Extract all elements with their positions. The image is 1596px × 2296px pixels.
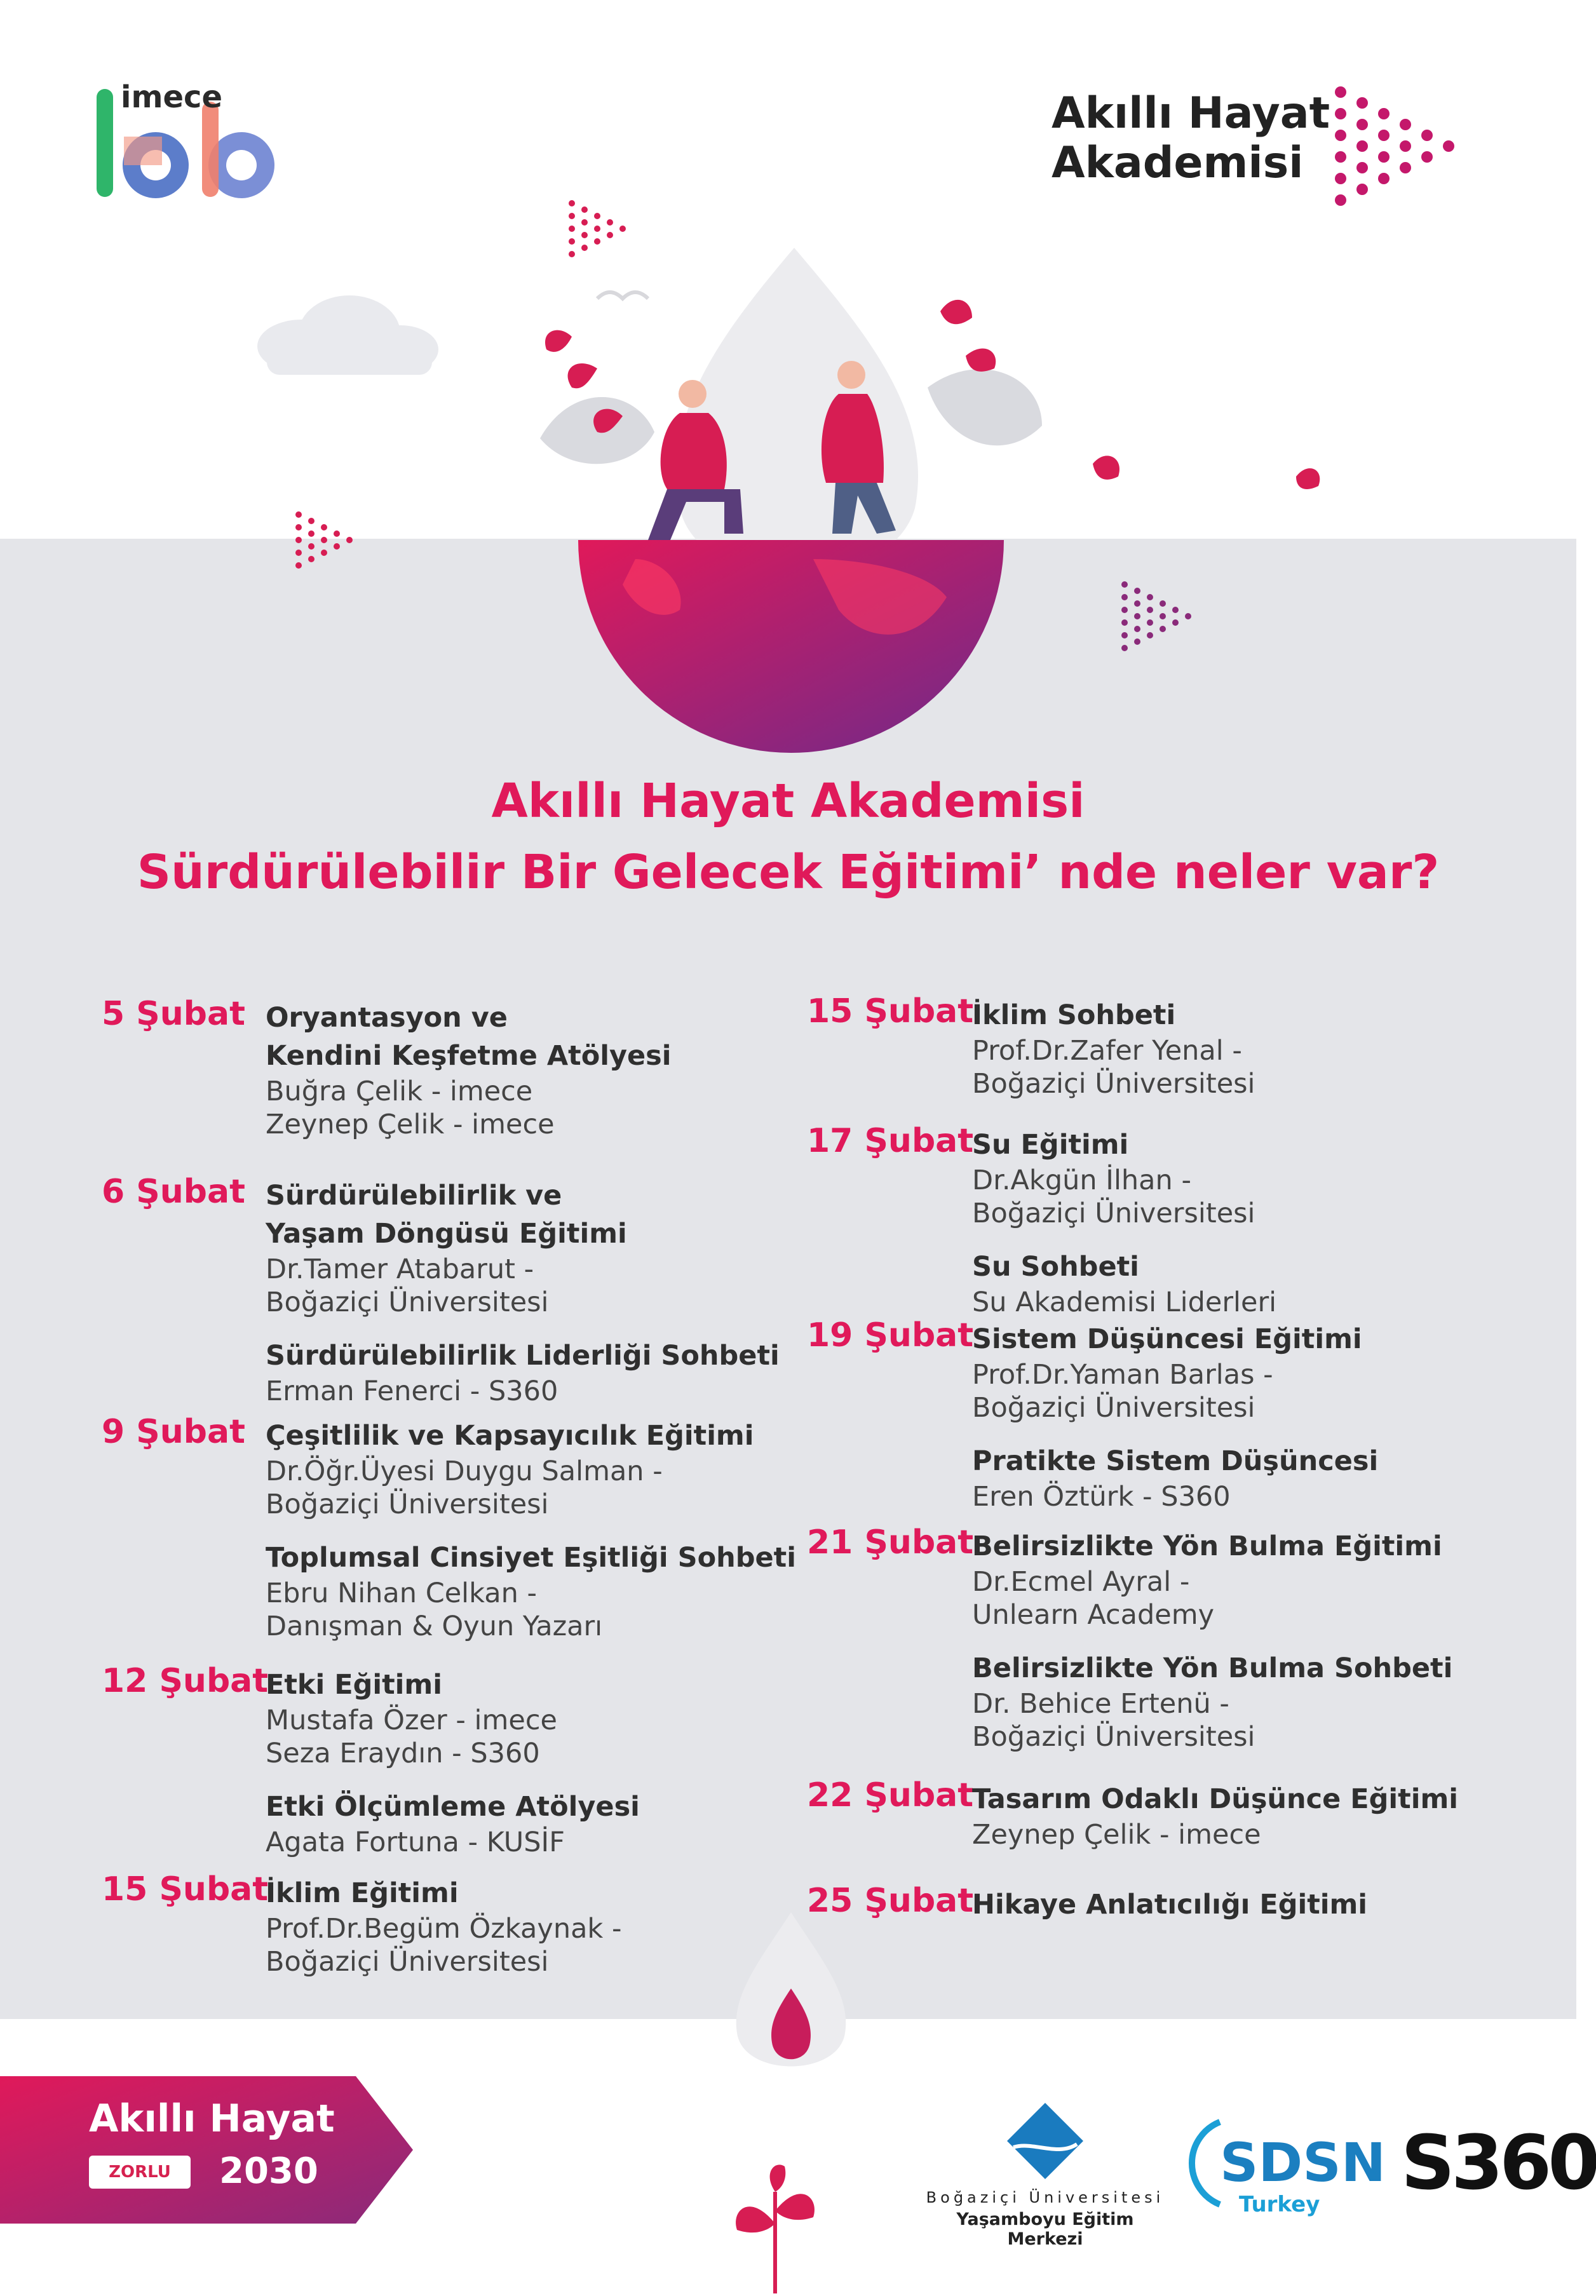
title-line-1: Akıllı Hayat Akademisi	[491, 774, 1085, 828]
session-speaker: Dr.Tamer Atabarut -	[266, 1253, 534, 1285]
session-title: Etki Ölçümleme Atölyesi	[266, 1791, 640, 1823]
session-title: Belirsizlikte Yön Bulma Eğitimi	[972, 1530, 1442, 1562]
session-speaker: Boğaziçi Üniversitesi	[972, 1068, 1255, 1100]
session-speaker: Boğaziçi Üniversitesi	[266, 1489, 549, 1520]
bottom-plant-icon	[718, 2154, 832, 2293]
session-speaker: Danışman & Oyun Yazarı	[266, 1611, 603, 1642]
session-speaker: Mustafa Özer - imece	[266, 1705, 557, 1736]
session-speaker: Unlearn Academy	[972, 1599, 1215, 1631]
session-speaker: Dr.Öğr.Üyesi Duygu Salman -	[266, 1455, 663, 1487]
s360-logo: S360	[1401, 2119, 1596, 2206]
academy-dots-icon	[1322, 79, 1487, 213]
session-speaker: Agata Fortuna - KUSİF	[266, 1827, 565, 1858]
footer-banner-year: 2030	[219, 2151, 318, 2192]
schedule-entry	[972, 1320, 1378, 1513]
schedule-date: 25 Şubat	[807, 1882, 974, 1920]
session-speaker: Dr.Ecmel Ayral -	[972, 1566, 1190, 1598]
schedule-entry	[266, 1417, 796, 1643]
session-title: Su Eğitimi	[972, 1129, 1129, 1161]
academy-logo-text	[1052, 89, 1330, 188]
session-title: Belirsizlikte Yön Bulma Sohbeti	[972, 1652, 1453, 1684]
academy-line-1: Akıllı Hayat	[1052, 88, 1330, 138]
session-speaker: Seza Eraydın - S360	[266, 1738, 540, 1769]
hero-illustration	[241, 203, 1360, 750]
bogazici-logo-line-1: Boğaziçi Üniversitesi	[926, 2189, 1165, 2206]
schedule-entry	[972, 1780, 1458, 1851]
session-title: Su Sohbeti	[972, 1251, 1139, 1283]
schedule-entry	[266, 1177, 780, 1408]
schedule-entry	[972, 996, 1255, 1100]
session-speaker: Eren Öztürk - S360	[972, 1481, 1231, 1513]
session-speaker: Prof.Dr.Zafer Yenal -	[972, 1035, 1242, 1067]
session-title: İklim Sohbeti	[972, 999, 1176, 1031]
session-title: Hikaye Anlatıcılığı Eğitimi	[972, 1889, 1368, 1921]
session-speaker: Dr.Akgün İlhan -	[972, 1165, 1191, 1196]
title-line-2: Sürdürülebilir Bir Gelecek Eğitimi’ nde neler var?	[137, 845, 1440, 900]
session-speaker: Erman Fenerci - S360	[266, 1375, 558, 1407]
academy-line-2: Akademisi	[1052, 138, 1304, 188]
session-title: Oryantasyon ve	[266, 1002, 508, 1034]
session-title: Pratikte Sistem Düşüncesi	[972, 1445, 1379, 1477]
session-title: Toplumsal Cinsiyet Eşitliği Sohbeti	[266, 1542, 796, 1574]
session-speaker: Dr. Behice Ertenü -	[972, 1688, 1229, 1720]
schedule-entry	[266, 999, 672, 1141]
schedule-date: 6 Şubat	[102, 1173, 245, 1211]
session-speaker: Boğaziçi Üniversitesi	[266, 1286, 549, 1318]
session-speaker: Boğaziçi Üniversitesi	[972, 1198, 1255, 1229]
session-title: Sürdürülebilirlik ve	[266, 1180, 562, 1212]
session-speaker: Su Akademisi Liderleri	[972, 1286, 1277, 1318]
session-speaker: Zeynep Çelik - imece	[266, 1109, 555, 1140]
session-title: Tasarım Odaklı Düşünce Eğitimi	[972, 1783, 1459, 1815]
schedule-date: 12 Şubat	[102, 1662, 269, 1700]
session-title: Etki Eğitimi	[266, 1669, 442, 1701]
session-speaker: Buğra Çelik - imece	[266, 1076, 533, 1107]
schedule-date: 9 Şubat	[102, 1413, 245, 1451]
session-speaker: Prof.Dr.Yaman Barlas -	[972, 1359, 1273, 1391]
page-title	[0, 766, 1576, 908]
schedule-date: 15 Şubat	[102, 1870, 269, 1908]
schedule-entry	[972, 1527, 1452, 1753]
schedule-date: 22 Şubat	[807, 1776, 974, 1814]
sdsn-logo-subtext: Turkey	[1239, 2192, 1320, 2217]
sdsn-logo-text: SDSN	[1220, 2131, 1386, 2194]
session-title: Çeşitlilik ve Kapsayıcılık Eğitimi	[266, 1420, 754, 1452]
schedule-entry	[972, 1126, 1276, 1319]
imece-logo-text: imece	[121, 79, 223, 115]
session-speaker: Boğaziçi Üniversitesi	[266, 1946, 549, 1978]
zorlu-logo: ZORLU	[89, 2156, 191, 2189]
schedule-date: 17 Şubat	[807, 1122, 974, 1160]
session-title: Sistem Düşüncesi Eğitimi	[972, 1323, 1362, 1355]
session-speaker: Prof.Dr.Begüm Özkaynak -	[266, 1913, 622, 1945]
schedule-date: 15 Şubat	[807, 992, 974, 1030]
footer-banner-title: Akıllı Hayat	[89, 2097, 335, 2141]
schedule-date: 21 Şubat	[807, 1523, 974, 1562]
bogazici-logo-line-2: Yaşamboyu Eğitim Merkezi	[956, 2210, 1134, 2249]
session-speaker: Boğaziçi Üniversitesi	[972, 1392, 1255, 1424]
schedule-date: 5 Şubat	[102, 995, 245, 1033]
drop-decoration-icon	[724, 1906, 858, 2084]
session-title: Sürdürülebilirlik Liderliği Sohbeti	[266, 1340, 780, 1372]
schedule-entry	[266, 1874, 622, 1978]
session-speaker: Boğaziçi Üniversitesi	[972, 1721, 1255, 1753]
session-speaker: Ebru Nihan Celkan -	[266, 1577, 538, 1609]
schedule-date: 19 Şubat	[807, 1316, 974, 1354]
schedule-entry	[266, 1666, 640, 1859]
session-title: Kendini Keşfetme Atölyesi	[266, 1040, 672, 1072]
schedule-entry	[972, 1886, 1367, 1924]
session-speaker: Zeynep Çelik - imece	[972, 1819, 1261, 1851]
session-title: Yaşam Döngüsü Eğitimi	[266, 1218, 627, 1250]
session-title: İklim Eğitimi	[266, 1877, 459, 1909]
